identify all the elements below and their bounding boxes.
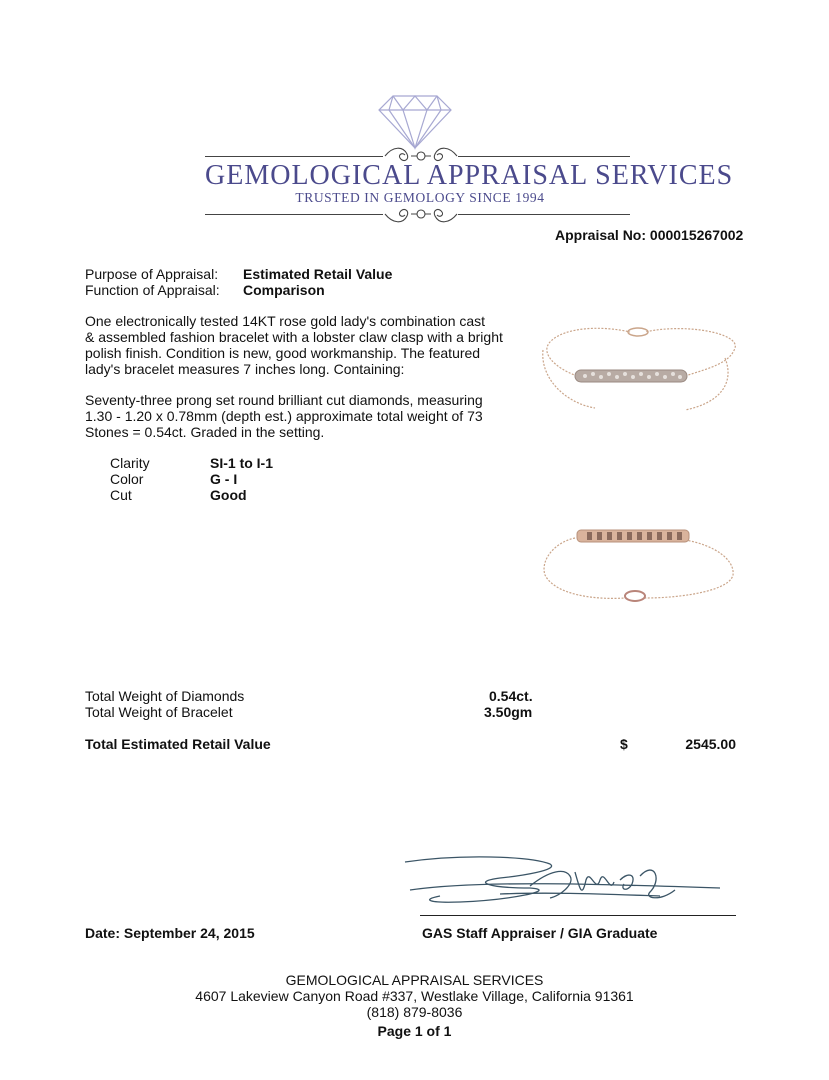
diamond-description <box>85 392 505 440</box>
diamond-weight-value: 0.54ct. <box>489 688 533 704</box>
color-value: G - I <box>210 471 238 487</box>
logo-rule-top-left <box>205 156 383 157</box>
logo-rule-top-right <box>458 156 630 157</box>
footer-address: 4607 Lakeview Canyon Road #337, Westlake Village, California 91361 <box>195 988 634 1004</box>
retail-value-amount: 2545.00 <box>685 736 736 752</box>
retail-value-price <box>620 736 736 752</box>
diamond-line: Stones = 0.54ct. Graded in the setting. <box>85 424 325 440</box>
bracelet-weight-value: 3.50gm <box>484 704 533 720</box>
signer-title: GAS Staff Appraiser / GIA Graduate <box>422 925 658 941</box>
footer-phone: (818) 879-8036 <box>366 1004 463 1020</box>
cut-label: Cut <box>110 487 132 503</box>
company-tagline: TRUSTED IN GEMOLOGY SINCE 1994 <box>295 190 545 205</box>
bracelet-weight-label: Total Weight of Bracelet <box>85 704 233 720</box>
flourish-ornament-icon <box>383 202 459 226</box>
description-line: lady's bracelet measures 7 inches long. Containing: <box>85 361 405 377</box>
clarity-label: Clarity <box>110 455 150 471</box>
cut-value: Good <box>210 487 247 503</box>
logo-rule-bottom-right <box>458 214 630 215</box>
currency-symbol: $ <box>620 736 628 752</box>
retail-value-label: Total Estimated Retail Value <box>85 736 271 752</box>
bracelet-photo-front <box>535 318 750 418</box>
logo-rule-bottom-left <box>205 214 383 215</box>
company-name-logo-text: GEMOLOGICAL APPRAISAL SERVICES <box>205 160 734 191</box>
item-description <box>85 313 505 377</box>
signature-line <box>420 915 736 916</box>
signature-image <box>400 850 730 920</box>
appraisal-date: Date: September 24, 2015 <box>85 925 255 941</box>
appraisal-number: Appraisal No: 000015267002 <box>555 227 744 243</box>
purpose-value: Estimated Retail Value <box>243 266 393 282</box>
diamond-logo-icon <box>375 92 455 152</box>
function-value: Comparison <box>243 282 325 298</box>
function-label: Function of Appraisal: <box>85 282 220 298</box>
footer-company: GEMOLOGICAL APPRAISAL SERVICES <box>285 972 544 988</box>
description-line: & assembled fashion bracelet with a lobster claw clasp with a bright <box>85 329 503 345</box>
page-number: Page 1 of 1 <box>377 1023 452 1039</box>
clarity-value: SI-1 to I-1 <box>210 455 274 471</box>
purpose-label: Purpose of Appraisal: <box>85 266 219 282</box>
description-line: polish finish. Condition is new, good workmanship. The featured <box>85 345 481 361</box>
description-line: One electronically tested 14KT rose gold lady's combination cast <box>85 313 486 329</box>
diamond-line: 1.30 - 1.20 x 0.78mm (depth est.) approximate total weight of 73 <box>85 408 483 424</box>
diamond-weight-label: Total Weight of Diamonds <box>85 688 245 704</box>
color-label: Color <box>110 471 144 487</box>
diamond-line: Seventy-three prong set round brilliant cut diamonds, measuring <box>85 392 483 408</box>
bracelet-photo-back <box>535 520 750 620</box>
